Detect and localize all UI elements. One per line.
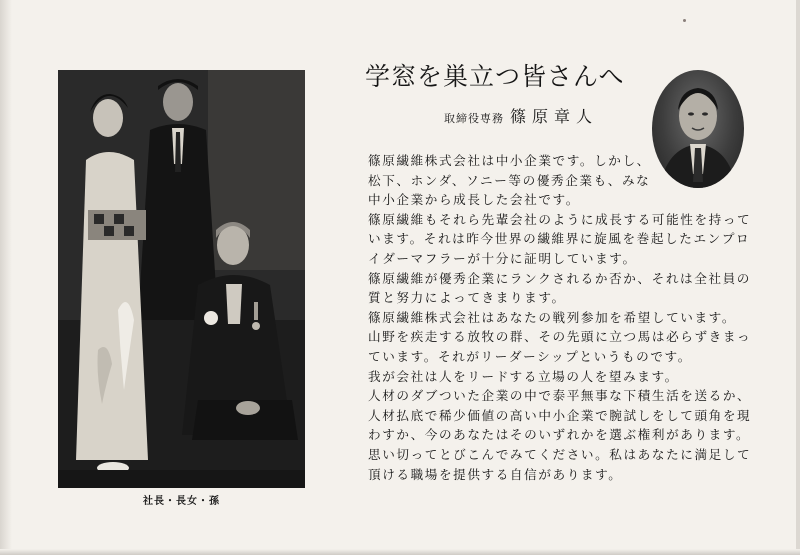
author-byline — [444, 104, 598, 127]
body-text-line: 人材払底で稀少価値の高い中小企業で腕試しをして頭角を現 — [368, 407, 752, 423]
body-text-line: わすか、今のあなたはそのいずれかを選ぶ権利があります。 — [368, 427, 751, 443]
body-text-line: 篠原繊維株式会社はあなたの戦列参加を希望しています。 — [368, 309, 737, 325]
body-text-line: 篠原繊維株式会社は中小企業です。しかし、 — [368, 153, 651, 168]
family-photo — [58, 70, 305, 488]
page-edge — [796, 0, 800, 555]
body-text-line: 質と努力によってきまります。 — [368, 290, 566, 306]
author-name: 篠原章人 — [510, 107, 599, 126]
body-text-line: 我が会社は人をリードする立場の人を望みます。 — [368, 368, 679, 384]
body-text-line: 思い切ってとびこんでみてください。私はあなたに満足して — [368, 446, 752, 462]
page-gutter — [0, 0, 12, 555]
body-text-line: イダーマフラーが十分に証明しています。 — [368, 250, 637, 266]
article-body — [368, 151, 752, 484]
body-text-line: 松下、ホンダ、ソニー等の優秀企業も、みな — [368, 172, 651, 188]
body-text-line: 篠原繊維が優秀企業にランクされるか否か、それは全社員の — [368, 270, 751, 286]
body-text-line: 頂ける職場を提供する自信があります。 — [368, 466, 623, 482]
page-edge-bottom — [0, 549, 800, 555]
article-title: 学窓を巣立つ皆さんへ — [365, 62, 625, 91]
body-text-line: 山野を疾走する放牧の群、その先頭に立つ馬は必らずきまっ — [368, 329, 752, 345]
body-text-line: 人材のダブついた企業の中で泰平無事な下積生活を送るか、 — [368, 388, 752, 404]
photo-caption: 社長・長女・孫 — [143, 496, 220, 507]
print-speck — [683, 19, 686, 22]
body-text-line: います。それは昨今世界の繊維界に旋風を巻起したエンプロ — [368, 231, 751, 247]
body-text-line: ています。それがリーダーシップというものです。 — [368, 348, 692, 364]
body-text-line: 篠原繊維もそれら先輩会社のように成長する可能性を持って — [368, 211, 752, 227]
body-text-line: 中小企業から成長した会社です。 — [368, 192, 580, 208]
author-role: 取締役専務 — [444, 112, 504, 125]
